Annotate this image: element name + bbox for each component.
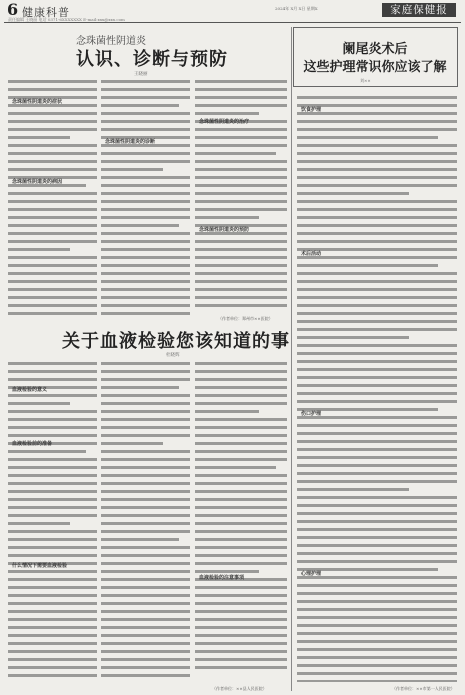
article1-author: 王晓丽: [134, 72, 148, 77]
article2-col1: [8, 362, 97, 684]
header-rule: [4, 22, 461, 23]
section-title: 健康科普: [22, 6, 70, 19]
article1-title: 认识、诊断与预防: [76, 49, 228, 70]
article1-col1: [8, 80, 97, 316]
column-divider: [291, 27, 292, 691]
article1-subhead: 念珠菌性阴道炎的预防: [199, 227, 250, 233]
article2-col3: [195, 362, 287, 682]
date-line: 2024年 X月 X日 星期X: [275, 6, 318, 11]
article1-col2: [101, 80, 190, 316]
article2-subhead: 血液检验前的准备: [12, 441, 53, 447]
article3-body: [297, 96, 457, 682]
article3-subhead: 伤口护理: [301, 411, 322, 417]
article2-subhead: 血液检验的注意事项: [199, 575, 245, 581]
article1-subhead: 念珠菌性阴道炎的治疗: [199, 119, 250, 125]
article3-subhead: 术后活动: [301, 251, 322, 257]
article2-author: 杜晓辉: [166, 353, 180, 358]
article1-footer: （作者单位：郑州市××医院）: [218, 316, 273, 321]
article1-subhead: 念珠菌性阴道炎的诊断: [105, 139, 156, 145]
article2-subhead: 血液检验的意义: [12, 387, 48, 393]
article1-subhead: 念珠菌性阴道炎的病因: [12, 179, 63, 185]
article3-footer: （作者单位：××市第一人民医院）: [392, 686, 455, 691]
article1-col3: [195, 80, 287, 312]
page-number: 6: [7, 0, 19, 19]
article2-title: 关于血液检验您该知道的事: [62, 331, 290, 352]
article3-subhead: 饮食护理: [301, 107, 322, 113]
paper-name: 家庭保健报: [382, 3, 456, 17]
article2-col2: [101, 362, 190, 684]
article2-subhead: 什么情况下需要血液检验: [12, 563, 68, 569]
article3-title-line2: 这些护理常识你应该了解: [303, 60, 447, 75]
article3-author: 刘××: [360, 78, 371, 83]
article1-kicker: 念珠菌性阴道炎: [76, 36, 146, 47]
editor-line: 责任编辑 王晓丽 电话 0371-6XXXXXXX E-mail:xxx@xxx.com: [8, 17, 125, 22]
article2-footer: （作者单位：××县人民医院）: [212, 686, 267, 691]
article3-subhead: 心理护理: [301, 571, 322, 577]
article1-subhead: 念珠菌性阴道炎的症状: [12, 99, 63, 105]
article3-title-line1: 阑尾炎术后: [342, 42, 408, 57]
